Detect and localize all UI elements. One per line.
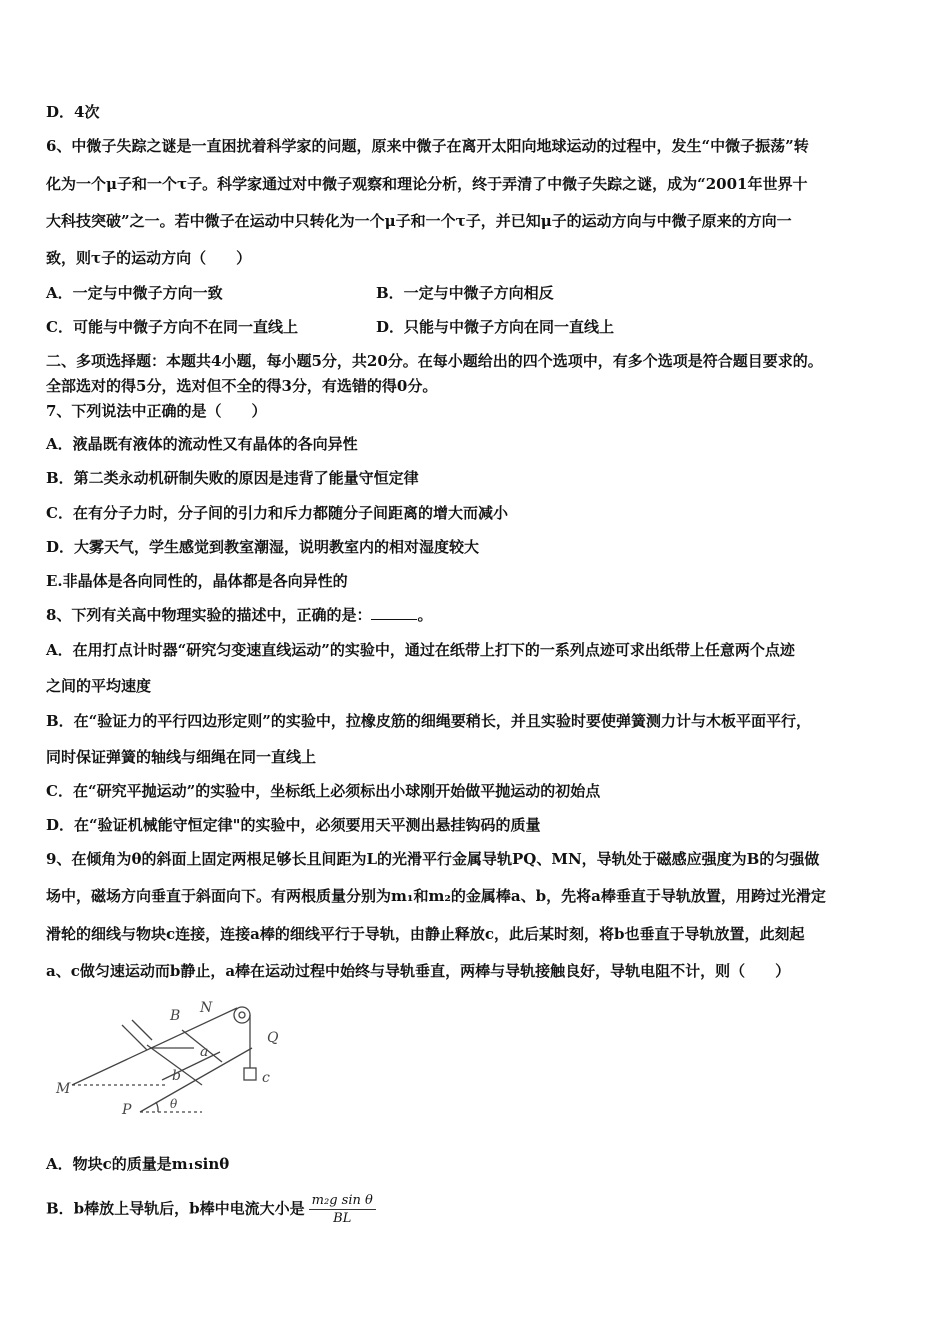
- q8-option-a-line1: A．在用打点计时器“研究匀变速直线运动”的实验中，通过在纸带上打下的一系列点迹可求出纸带上任意两个点迹: [46, 641, 795, 659]
- section2-header-line1: 二、多项选择题：本题共4小题，每小题5分，共20分。在每小题给出的四个选项中，有多个选项是符合题目要求的。: [46, 352, 823, 370]
- q6-option-b: B．一定与中微子方向相反: [376, 284, 554, 302]
- q9-option-b: [46, 1192, 376, 1227]
- q6-stem-line3: 大科技突破”之一。若中微子在运动中只转化为一个μ子和一个τ子，并已知μ子的运动方向与中微子原来的方向一: [46, 212, 792, 230]
- theta-arc: [156, 1102, 158, 1112]
- label-c: c: [262, 1070, 270, 1086]
- q8-option-b-line1: B．在“验证力的平行四边形定则”的实验中，拉橡皮筋的细绳要稍长，并且实验时要使弹簧测力计与木板平面平行，: [46, 712, 811, 730]
- q6-stem-line1: 6、中微子失踪之谜是一直困扰着科学家的问题，原来中微子在离开太阳向地球运动的过程中，发生“中微子振荡”转: [46, 137, 809, 155]
- fraction-denominator: BL: [333, 1211, 352, 1226]
- q9-figure: [52, 990, 302, 1120]
- q9-stem-line2: 场中，磁场方向垂直于斜面向下。有两根质量分别为m₁和m₂的金属棒a、b，先将a棒垂直于导轨放置，用跨过光滑定: [46, 887, 826, 905]
- q6-stem-line4: 致，则τ子的运动方向（ ）: [46, 249, 252, 267]
- q8-option-a-line2: 之间的平均速度: [46, 677, 152, 695]
- section2-header-line2: 全部选对的得5分，选对但不全的得3分，有选错的得0分。: [46, 377, 438, 395]
- q5-option-d: D．4次: [46, 103, 100, 121]
- current-fraction: [309, 1192, 376, 1227]
- string-a: [162, 1052, 220, 1080]
- answer-blank[interactable]: [371, 605, 417, 620]
- q6-option-a: A．一定与中微子方向一致: [46, 284, 223, 302]
- label-m: M: [56, 1081, 71, 1097]
- q7-option-b: B．第二类永动机研制失败的原因是违背了能量守恒定律: [46, 469, 419, 487]
- q6-option-c: C．可能与中微子方向不在同一直线上: [46, 318, 298, 336]
- pulley-axle: [239, 1012, 245, 1018]
- q8-option-d: D．在“验证机械能守恒定律"的实验中，必须要用天平测出悬挂钩码的质量: [46, 816, 541, 834]
- q7-option-d: D．大雾天气，学生感觉到教室潮湿，说明教室内的相对湿度较大: [46, 538, 480, 556]
- q7-option-c: C．在有分子力时，分子间的引力和斥力都随分子间距离的增大而减小: [46, 504, 508, 522]
- q8-option-c: C．在“研究平抛运动”的实验中，坐标纸上必须标出小球刚开始做平抛运动的初始点: [46, 782, 601, 800]
- q9-stem-line1: 9、在倾角为θ的斜面上固定两根足够长且间距为L的光滑平行金属导轨PQ、MN，导轨处于磁感应强度为B的匀强做: [46, 850, 820, 868]
- label-b: b: [172, 1068, 181, 1084]
- q8-stem-end: 。: [417, 606, 433, 624]
- q6-stem-line2: 化为一个μ子和一个τ子。科学家通过对中微子观察和理论分析，终于弄清了中微子失踪之谜，成为“2001年世界十: [46, 175, 808, 193]
- q9-stem-line4: a、c做匀速运动而b静止，a棒在运动过程中始终与导轨垂直，两棒与导轨接触良好，导轨电阻不计，则（ ）: [46, 962, 791, 980]
- label-theta: θ: [170, 1097, 178, 1111]
- rail-mn: [72, 1008, 237, 1085]
- label-q: Q: [267, 1030, 279, 1046]
- q8-stem-text: 8、下列有关高中物理实验的描述中，正确的是：: [46, 606, 372, 624]
- q6-option-d: D．只能与中微子方向在同一直线上: [376, 318, 615, 336]
- label-a: a: [200, 1044, 209, 1060]
- q7-option-a: A．液晶既有液体的流动性又有晶体的各向异性: [46, 435, 358, 453]
- q9-stem-line3: 滑轮的细线与物块c连接，连接a棒的细线平行于导轨，由静止释放c，此后某时刻，将b也垂直于导轨放置，此刻起: [46, 925, 805, 943]
- field-arrow-2: [132, 1020, 152, 1040]
- label-n: N: [200, 1000, 213, 1016]
- q8-option-b-line2: 同时保证弹簧的轴线与细绳在同一直线上: [46, 748, 317, 766]
- block-c: [244, 1068, 256, 1080]
- q8-stem: [46, 605, 432, 625]
- label-p: P: [122, 1102, 132, 1118]
- q9-option-b-text: B．b棒放上导轨后，b棒中电流大小是: [46, 1199, 305, 1218]
- q7-stem: 7、下列说法中正确的是（ ）: [46, 402, 267, 420]
- fraction-numerator: m₂g sin θ: [309, 1192, 376, 1210]
- pulley: [234, 1007, 250, 1023]
- label-b-field: B: [170, 1008, 181, 1024]
- q9-option-a: A．物块c的质量是m₁sinθ: [46, 1155, 230, 1173]
- q7-option-e: E.非晶体是各向同性的，晶体都是各向异性的: [46, 572, 348, 590]
- field-arrow: [122, 1025, 147, 1050]
